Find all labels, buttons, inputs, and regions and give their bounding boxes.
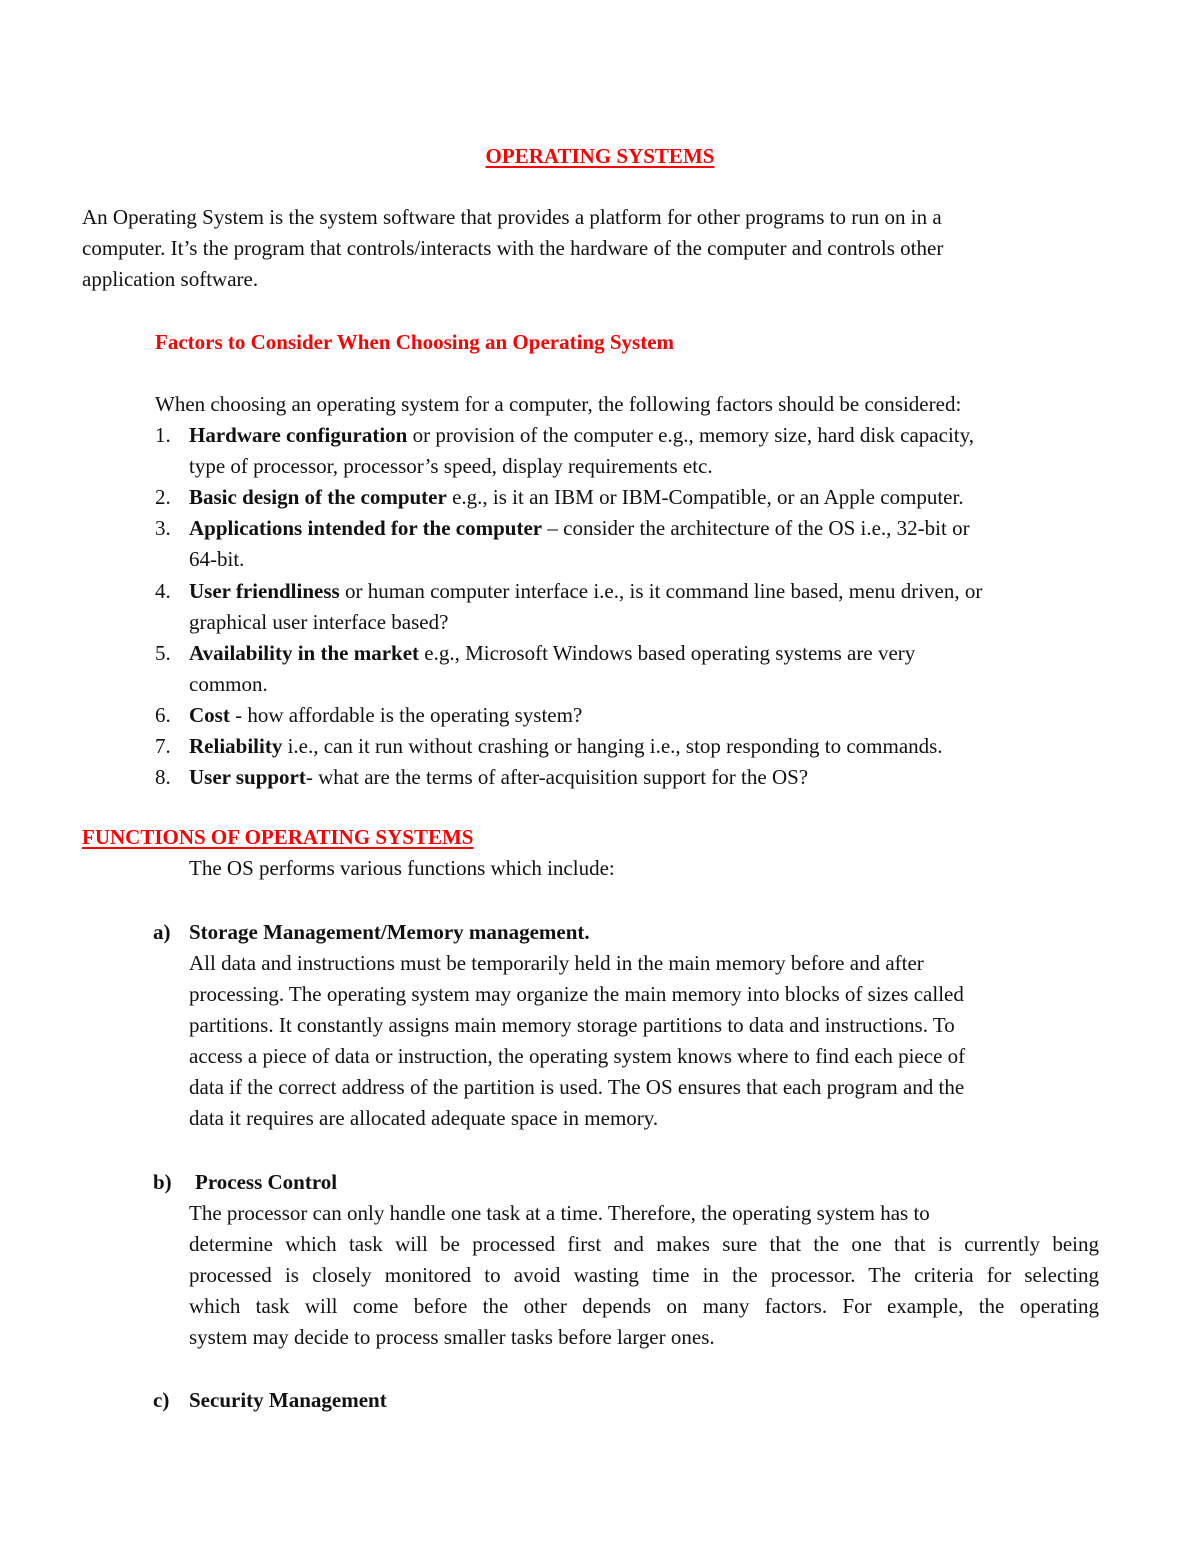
paragraph-line: system may decide to process smaller tasks before larger ones. — [189, 1325, 715, 1349]
list-number: 5. — [155, 641, 171, 665]
list-item-text — [189, 762, 808, 793]
section-letter: a) — [153, 920, 171, 944]
document-title: OPERATING SYSTEMS — [485, 144, 715, 168]
intro-line: application software. — [82, 267, 259, 291]
list-item-text — [189, 576, 982, 607]
paragraph-line: processing. The operating system may organize the main memory into blocks of sizes called — [189, 982, 964, 1006]
list-number: 8. — [155, 765, 171, 789]
list-item-rest: – consider the architecture of the OS i.e., 32-bit or — [542, 516, 970, 540]
list-item-text — [189, 420, 974, 451]
list-item-text — [189, 638, 915, 669]
list-number: 2. — [155, 485, 171, 509]
list-item-rest: e.g., is it an IBM or IBM-Compatible, or an Apple computer. — [446, 485, 964, 509]
factors-intro: When choosing an operating system for a computer, the following factors should be considered: — [155, 392, 962, 416]
list-number: 3. — [155, 516, 171, 540]
list-item-bold: Basic design of the computer — [189, 485, 447, 509]
factors-heading: Factors to Consider When Choosing an Operating System — [155, 330, 675, 354]
paragraph-line: access a piece of data or instruction, the operating system knows where to find each piece of — [189, 1044, 966, 1068]
list-item-bold: Cost — [189, 703, 230, 727]
list-number: 4. — [155, 579, 171, 603]
list-item-rest: i.e., can it run without crashing or hanging i.e., stop responding to commands. — [282, 734, 943, 758]
list-number: 1. — [155, 423, 171, 447]
list-item-text — [189, 513, 970, 544]
list-item-text — [189, 700, 582, 731]
list-number: 7. — [155, 734, 171, 758]
paragraph-line: data it requires are allocated adequate space in memory. — [189, 1106, 659, 1130]
list-item-rest: e.g., Microsoft Windows based operating systems are very — [419, 641, 916, 665]
functions-intro: The OS performs various functions which include: — [189, 856, 615, 880]
list-item-rest: - what are the terms of after-acquisition support for the OS? — [305, 765, 809, 789]
intro-line: An Operating System is the system software that provides a platform for other programs to run on in a — [82, 205, 942, 229]
paragraph-line: data if the correct address of the partition is used. The OS ensures that each program and the — [189, 1075, 965, 1099]
paragraph-line: partitions. It constantly assigns main memory storage partitions to data and instructions. To — [189, 1013, 955, 1037]
functions-heading: FUNCTIONS OF OPERATING SYSTEMS — [82, 825, 474, 849]
list-item-text — [189, 482, 964, 513]
paragraph-line: which task will come before the other depends on many factors. For example, the operating — [189, 1294, 1099, 1318]
list-item-continuation: 64-bit. — [189, 547, 245, 571]
paragraph-line: The processor can only handle one task at a time. Therefore, the operating system has to — [189, 1201, 930, 1225]
list-item-bold: Availability in the market — [189, 641, 420, 665]
list-item-rest: or provision of the computer e.g., memory size, hard disk capacity, — [407, 423, 975, 447]
list-item-bold: User support — [189, 765, 306, 789]
paragraph-line: determine which task will be processed first and makes sure that the one that is currently being — [189, 1232, 1099, 1256]
section-heading: Storage Management/Memory management. — [189, 920, 590, 944]
list-item-bold: Applications intended for the computer — [189, 516, 543, 540]
list-item-continuation: type of processor, processor’s speed, display requirements etc. — [189, 454, 713, 478]
list-item-rest: - how affordable is the operating system? — [229, 703, 583, 727]
list-item-bold: Reliability — [189, 734, 283, 758]
section-heading: Security Management — [189, 1388, 387, 1412]
section-letter: c) — [153, 1388, 170, 1412]
list-item-bold: Hardware configuration — [189, 423, 408, 447]
list-item-rest: or human computer interface i.e., is it command line based, menu driven, or — [339, 579, 983, 603]
intro-line: computer. It’s the program that controls/interacts with the hardware of the computer and controls other — [82, 236, 944, 260]
section-letter: b) — [153, 1170, 172, 1194]
paragraph-line: processed is closely monitored to avoid wasting time in the processor. The criteria for selecting — [189, 1263, 1099, 1287]
section-heading: Process Control — [195, 1170, 338, 1194]
list-item-continuation: graphical user interface based? — [189, 610, 449, 634]
list-item-bold: User friendliness — [189, 579, 340, 603]
paragraph-line: All data and instructions must be temporarily held in the main memory before and after — [189, 951, 924, 975]
list-item-continuation: common. — [189, 672, 268, 696]
list-item-text — [189, 731, 943, 762]
list-number: 6. — [155, 703, 171, 727]
